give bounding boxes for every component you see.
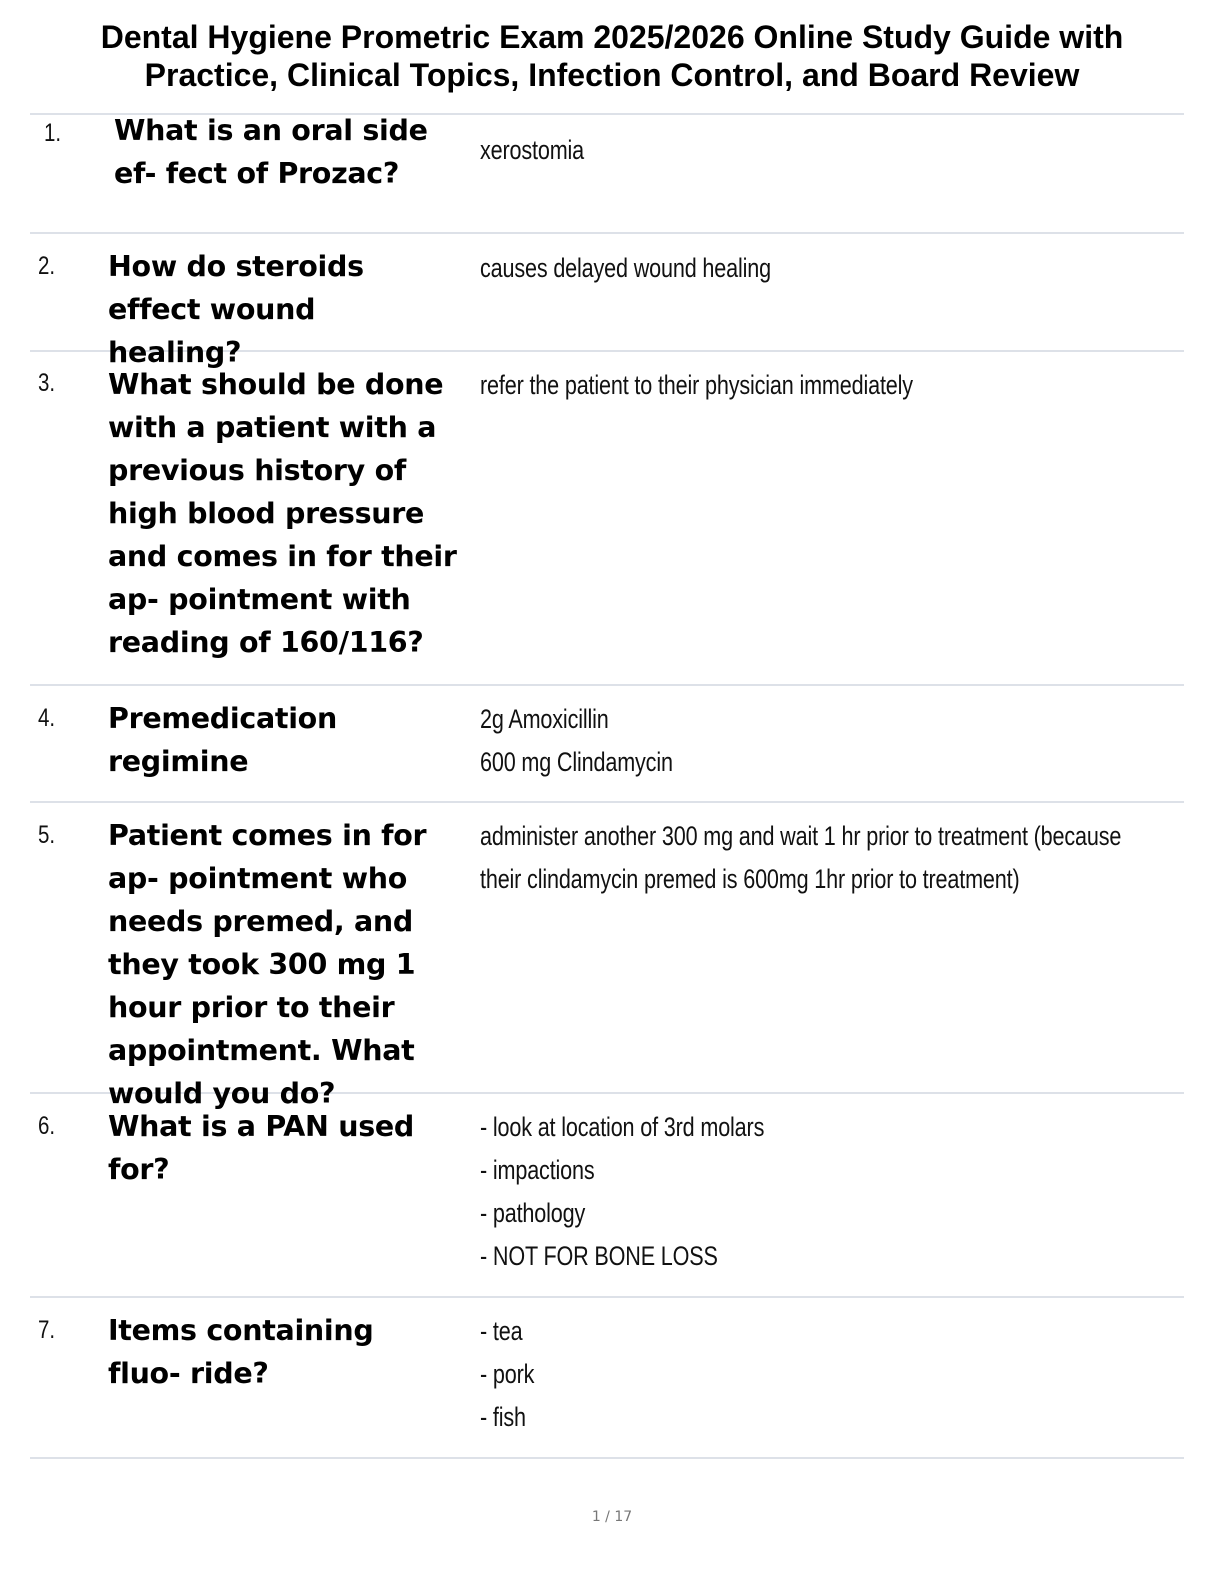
card-question: What is a PAN used for? [108, 1110, 414, 1186]
flashcard-row [30, 1094, 1184, 1298]
card-question: Items containing fluo- ride? [108, 1314, 374, 1390]
flashcard-row [30, 803, 1184, 1110]
card-answer-line: - NOT FOR BONE LOSS [480, 1241, 718, 1271]
card-answer [480, 364, 1088, 407]
card-answer-line: - fish [480, 1402, 526, 1432]
card-question: Patient comes in for ap- pointment who needs premed, and they took 300 mg 1 hour prior to their appointment. What would you do? [108, 819, 427, 1110]
card-question: How do steroids effect wound healing? [108, 250, 364, 369]
card-question: What should be done with a patient with a previous history of high blood pressure and comes in for their ap- pointment with reading of 160/116? [108, 368, 457, 659]
flashcard-list [30, 113, 1184, 1459]
page-title [0, 18, 1224, 94]
card-answer [480, 247, 1088, 290]
page-number: 1 / 17 [591, 1509, 633, 1525]
card-answer [480, 1310, 1088, 1439]
page-title-line-1: Dental Hygiene Prometric Exam 2025/2026 Online Study Guide with [100, 19, 1124, 55]
flashcard-row [30, 115, 1184, 234]
card-number: 7. [38, 1316, 56, 1344]
card-answer-line: - pork [480, 1359, 535, 1389]
card-answer [480, 815, 1168, 901]
card-answer-line: administer another 300 mg and wait 1 hr prior to treatment (because [480, 821, 1122, 851]
card-answer-line: 600 mg Clindamycin [480, 747, 673, 777]
card-answer [480, 129, 1088, 172]
card-question: Premedication regimine [108, 702, 337, 778]
card-answer-line: xerostomia [480, 135, 585, 165]
card-answer-line: - tea [480, 1316, 523, 1346]
card-answer-line: 2g Amoxicillin [480, 704, 609, 734]
flashcard-row [30, 686, 1184, 803]
card-answer [480, 698, 1088, 784]
card-answer-line: causes delayed wound healing [480, 253, 771, 283]
card-number: 6. [38, 1112, 56, 1140]
card-answer-line: - pathology [480, 1198, 586, 1228]
card-answer-line: their clindamycin premed is 600mg 1hr prior to treatment) [480, 864, 1020, 894]
flashcard-row [30, 352, 1184, 686]
card-number: 1. [44, 119, 62, 147]
card-number: 4. [38, 704, 56, 732]
card-answer-line: - impactions [480, 1155, 595, 1185]
card-question: What is an oral side ef- fect of Prozac? [114, 114, 428, 190]
card-number: 5. [38, 821, 56, 849]
card-number: 2. [38, 252, 56, 280]
flashcard-row [30, 234, 1184, 369]
card-answer [480, 1106, 1088, 1278]
card-answer-line: - look at location of 3rd molars [480, 1112, 765, 1142]
card-answer-line: refer the patient to their physician immediately [480, 370, 913, 400]
card-number: 3. [38, 369, 56, 397]
page-title-line-2: Practice, Clinical Topics, Infection Control, and Board Review [144, 57, 1080, 93]
flashcard-row [30, 1298, 1184, 1459]
